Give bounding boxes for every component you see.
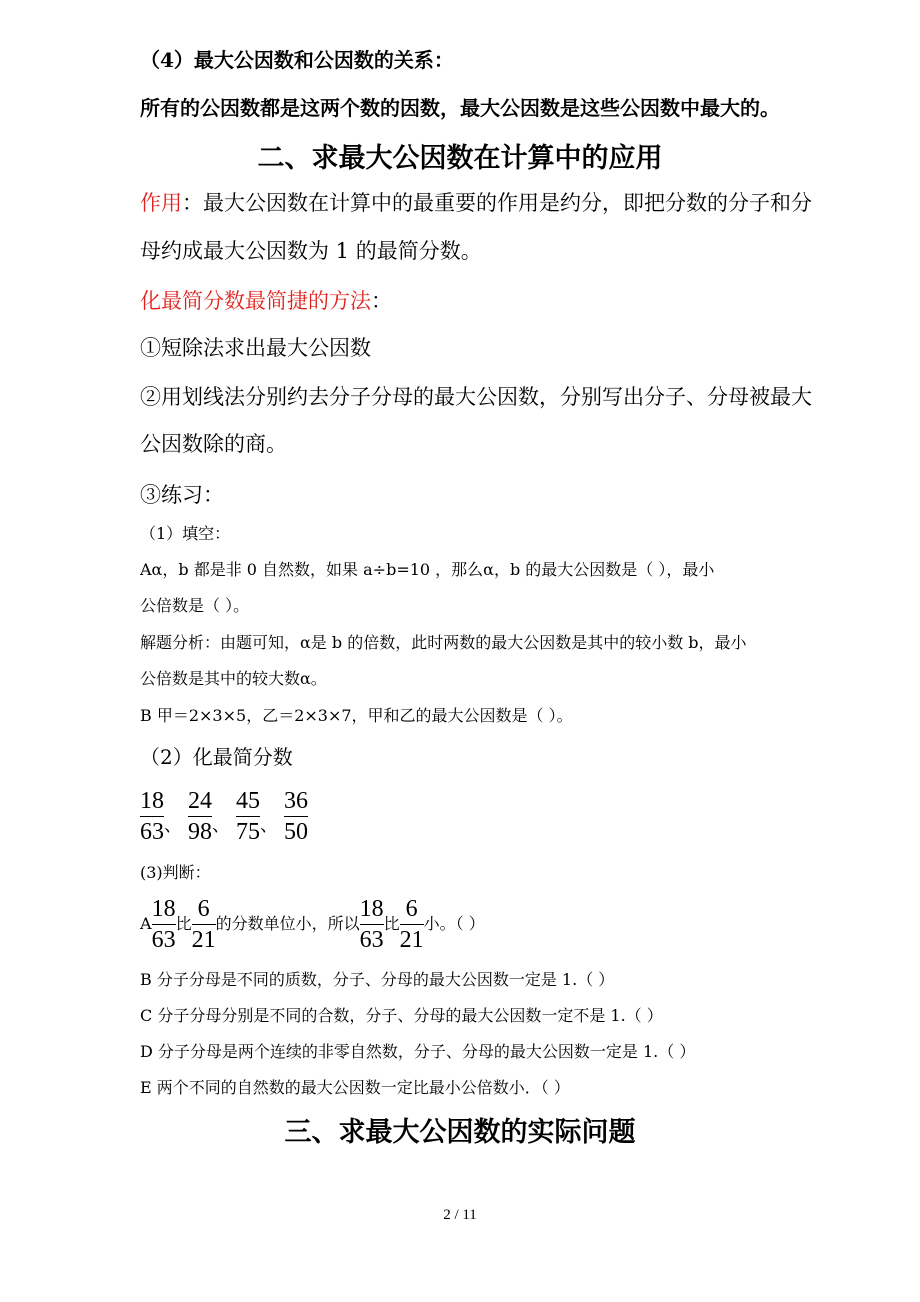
- usage-line2: 母约成最大公因数为 1 的最简分数。: [140, 239, 482, 263]
- analysis-line2: 公倍数是其中的较大数α。: [140, 669, 327, 688]
- separator: 、: [212, 815, 230, 836]
- method-step1: ①短除法求出最大公因数: [140, 336, 371, 360]
- judge-d: D 分子分母是两个连续的非零自然数，分子、分母的最大公因数一定是 1.（ ）: [140, 1042, 696, 1061]
- analysis-line1: 解题分析：由题可知，α是 b 的倍数，此时两数的最大公因数是其中的较小数 b，最小: [140, 633, 747, 652]
- judge-a-prefix: A: [140, 914, 152, 933]
- judge-a-fraction-1: $\frac{18}{63}$: [151, 896, 176, 953]
- judge-a-fraction-3: $\frac{18}{63}$: [359, 896, 384, 953]
- judge-a-suffix: 小。（ ）: [423, 914, 485, 933]
- section2-heading: 二、求最大公因数在计算中的应用: [257, 143, 663, 174]
- separator: 、: [164, 815, 182, 836]
- judge-e: E 两个不同的自然数的最大公因数一定比最小公倍数小．（ ）: [140, 1078, 570, 1097]
- method-step2-line1: ②用划线法分别约去分子分母的最大公因数，分别写出分子、分母被最大: [140, 385, 812, 409]
- fraction-2: $\frac{24}{98}$: [188, 788, 212, 845]
- simplify-title: （2）化最简分数: [140, 745, 293, 769]
- judge-a-fraction-2: $\frac{6}{21}$: [191, 896, 216, 953]
- method-label: 化最简分数最简捷的方法: [140, 289, 371, 313]
- question-a-line1: Aα，b 都是非 0 自然数，如果 a÷b=10 ，那么α，b 的最大公因数是（ ），最小: [140, 560, 715, 579]
- question-b: B 甲＝2×3×5，乙＝2×3×7，甲和乙的最大公因数是（ ）。: [140, 706, 573, 725]
- fraction-list: [140, 786, 308, 847]
- usage-paragraph: [140, 187, 812, 217]
- section3-heading: 三、求最大公因数的实际问题: [284, 1117, 636, 1148]
- fraction-4: $\frac{36}{50}$: [284, 788, 308, 845]
- judge-a-fraction-4: $\frac{6}{21}$: [399, 896, 424, 953]
- question-a-line2: 公倍数是（ ）。: [140, 596, 250, 615]
- judge-c: C 分子分母分别是不同的合数，分子、分母的最大公因数一定不是 1.（ ）: [140, 1006, 663, 1025]
- judge-title: (3)判断：: [140, 863, 211, 882]
- method-step2-line2: 公因数除的商。: [140, 432, 287, 456]
- method-step3: ③练习：: [140, 483, 224, 507]
- item4-text: 所有的公因数都是这两个数的因数，最大公因数是这些公因数中最大的。: [140, 96, 780, 120]
- method-colon: ：: [371, 289, 392, 313]
- judge-a-compare: 比: [175, 914, 192, 933]
- judge-b: B 分子分母是不同的质数，分子、分母的最大公因数一定是 1.（ ）: [140, 970, 615, 989]
- fraction-1: $\frac{18}{63}$: [140, 788, 164, 845]
- usage-line1: ：最大公因数在计算中的最重要的作用是约分，即把分数的分子和分: [182, 191, 812, 215]
- separator: 、: [260, 815, 278, 836]
- method-title: [140, 285, 392, 315]
- fill-title: （1）填空：: [140, 524, 231, 543]
- page-number: 2 / 11: [443, 1207, 477, 1223]
- usage-label: 作用: [140, 191, 182, 215]
- judge-a: [140, 894, 485, 955]
- judge-a-middle: 的分数单位小，所以: [215, 914, 360, 933]
- judge-a-compare-2: 比: [383, 914, 400, 933]
- item4-title: （4）最大公因数和公因数的关系：: [140, 48, 454, 72]
- fraction-3: $\frac{45}{75}$: [236, 788, 260, 845]
